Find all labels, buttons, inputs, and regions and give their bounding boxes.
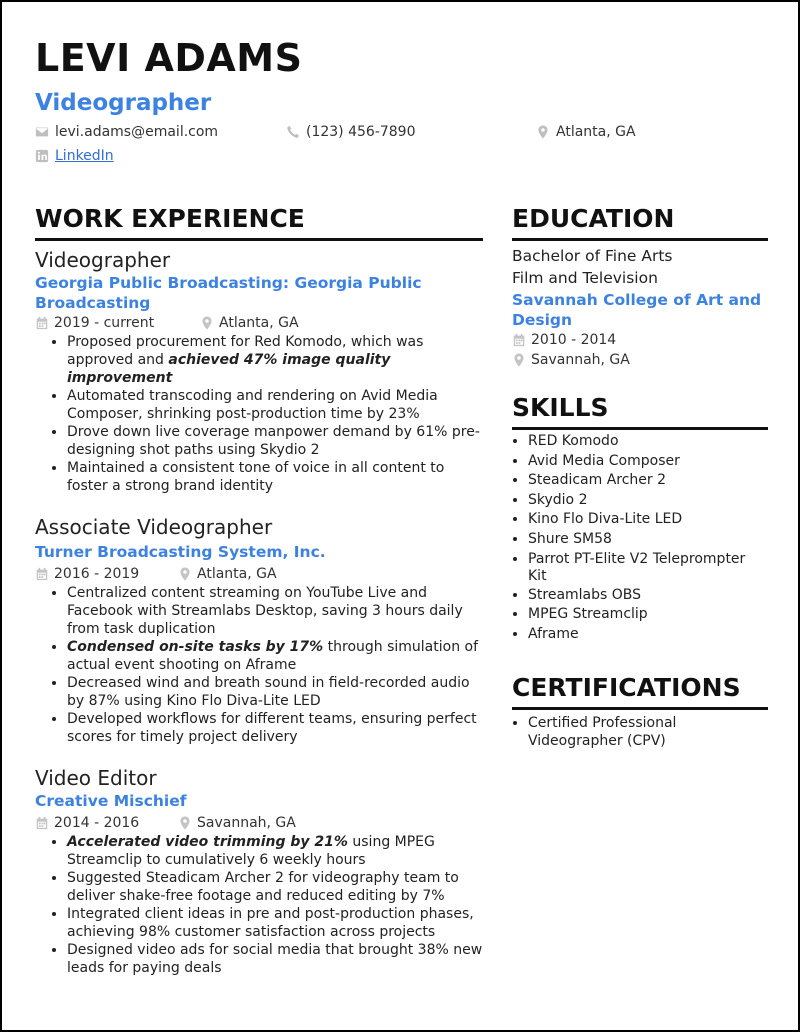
location-text: Savannah, GA	[531, 352, 630, 368]
linkedin-contact[interactable]	[35, 148, 114, 164]
job-location	[200, 313, 299, 333]
skill-item: • Steadicam Archer 2	[528, 471, 768, 491]
job-location	[178, 813, 296, 833]
candidate-name: LEVI ADAMS	[35, 36, 303, 80]
dates-text: 2016 - 2019	[54, 566, 140, 582]
job-title: Videographer	[35, 248, 171, 272]
certifications-title: CERTIFICATIONS	[512, 671, 768, 710]
phone-text: (123) 456-7890	[306, 124, 416, 140]
map-pin-icon	[178, 567, 192, 581]
bullet-item: • Condensed on-site tasks by 17% through simulation of actual event shooting on Aframe	[67, 638, 483, 674]
bullet-item: • Integrated client ideas in pre and post-production phases, achieving 98% customer satisfaction across projects	[67, 905, 483, 941]
school-name: Savannah College of Art and Design	[512, 291, 762, 329]
company-name: Georgia Public Broadcasting: Georgia Public Broadcasting	[35, 274, 422, 312]
skill-item: • Parrot PT-Elite V2 Teleprompter Kit	[528, 551, 768, 585]
job-title: Associate Videographer	[35, 515, 273, 539]
envelope-icon	[35, 125, 49, 139]
education-title: EDUCATION	[512, 202, 768, 241]
skill-item: • Streamlabs OBS	[528, 586, 768, 606]
job-bullets	[35, 584, 483, 746]
map-pin-icon	[536, 125, 550, 139]
job-location	[178, 564, 277, 584]
bullet-item: • Designed video ads for social media that brought 38% new leads for paying deals	[67, 941, 483, 977]
work-experience-section	[35, 202, 483, 977]
linkedin-icon	[35, 149, 49, 163]
map-pin-icon	[178, 816, 192, 830]
calendar-icon	[35, 316, 49, 330]
skill-item: • MPEG Streamclip	[528, 605, 768, 625]
email-text: levi.adams@email.com	[55, 124, 219, 140]
skills-list	[512, 432, 768, 644]
sidebar-column	[512, 202, 768, 750]
education-dates	[512, 330, 768, 350]
skill-item: • Avid Media Composer	[528, 452, 768, 472]
job-meta	[35, 564, 483, 584]
job-dates	[35, 564, 178, 584]
field-text: Film and Television	[512, 269, 658, 287]
job-dates	[35, 313, 200, 333]
calendar-icon	[512, 333, 526, 347]
phone-icon	[286, 125, 300, 139]
job-entry	[35, 514, 483, 746]
location-text: Atlanta, GA	[197, 566, 277, 582]
skill-item: • RED Komodo	[528, 432, 768, 452]
job-bullets	[35, 833, 483, 977]
job-dates	[35, 813, 178, 833]
certifications-section	[512, 671, 768, 750]
company-name: Turner Broadcasting System, Inc.	[35, 543, 326, 561]
skill-item: • Shure SM58	[528, 530, 768, 550]
resume-page	[2, 2, 798, 1030]
bullet-item: • Maintained a consistent tone of voice in all content to foster a strong brand identity	[67, 459, 483, 495]
bullet-item: • Automated transcoding and rendering on Avid Media Composer, shrinking post-production time by 23%	[67, 387, 483, 423]
skill-item: • Kino Flo Diva-Lite LED	[528, 510, 768, 530]
candidate-role: Videographer	[35, 90, 212, 116]
job-meta	[35, 813, 483, 833]
bullet-item: • Accelerated video trimming by 21% using MPEG Streamclip to cumulatively 6 weekly hours	[67, 833, 483, 869]
job-title: Video Editor	[35, 766, 157, 790]
email-contact	[35, 124, 218, 140]
map-pin-icon	[200, 316, 214, 330]
certification-item: • Certified Professional Videographer (CPV)	[528, 714, 768, 750]
education-section	[512, 202, 768, 370]
dates-text: 2019 - current	[54, 315, 155, 331]
bullet-item: • Developed workflows for different teams, ensuring perfect scores for timely project delivery	[67, 710, 483, 746]
certifications-list	[512, 714, 768, 750]
degree-text: Bachelor of Fine Arts	[512, 247, 673, 265]
job-entry	[35, 765, 483, 977]
map-pin-icon	[512, 353, 526, 367]
bullet-item: • Drove down live coverage manpower demand by 61% pre-designing shot paths using Skydio 2	[67, 423, 483, 459]
calendar-icon	[35, 567, 49, 581]
bullet-item: • Decreased wind and breath sound in field-recorded audio by 87% using Kino Flo Diva-Lite LED	[67, 674, 483, 710]
location-text: Atlanta, GA	[556, 124, 636, 140]
job-bullets	[35, 333, 483, 495]
location-contact	[536, 124, 636, 140]
skills-title: SKILLS	[512, 391, 768, 430]
dates-text: 2014 - 2016	[54, 815, 140, 831]
calendar-icon	[35, 816, 49, 830]
skills-section	[512, 391, 768, 644]
skill-item: • Skydio 2	[528, 491, 768, 511]
phone-contact	[286, 124, 416, 140]
bullet-item: • Centralized content streaming on YouTube Live and Facebook with Streamlabs Desktop, saving 3 hours daily from task duplication	[67, 584, 483, 638]
linkedin-link[interactable]: LinkedIn	[55, 148, 114, 164]
bullet-item: • Suggested Steadicam Archer 2 for videography team to deliver shake-free footage and reduced editing by 7%	[67, 869, 483, 905]
dates-text: 2010 - 2014	[531, 332, 617, 348]
education-location	[512, 350, 768, 370]
location-text: Atlanta, GA	[219, 315, 299, 331]
bullet-item: • Proposed procurement for Red Komodo, which was approved and achieved 47% image quality improvement	[67, 333, 483, 387]
skill-item: • Aframe	[528, 625, 768, 645]
job-entry	[35, 247, 483, 495]
work-experience-title: WORK EXPERIENCE	[35, 202, 483, 241]
location-text: Savannah, GA	[197, 815, 296, 831]
job-meta	[35, 313, 483, 333]
company-name: Creative Mischief	[35, 792, 187, 810]
